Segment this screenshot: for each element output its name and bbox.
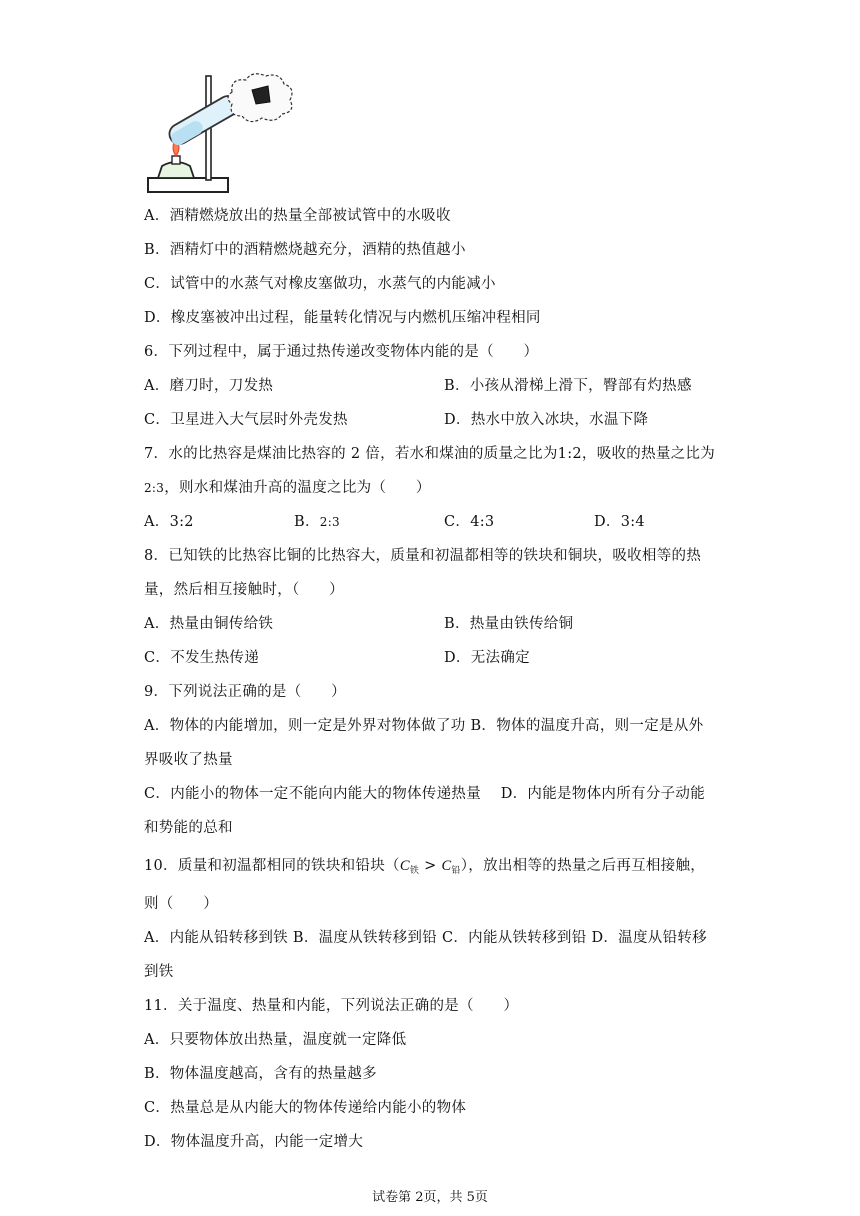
q8-option-c: C．不发生热传递 [144,650,259,666]
q6-option-b: B．小孩从滑梯上滑下，臀部有灼热感 [444,378,692,394]
q10-c-iron: C [399,858,410,874]
q10-sub-iron: 铁 [409,866,420,876]
q6-stem: 6．下列过程中，属于通过热传递改变物体内能的是（ ） [144,344,539,360]
q6-option-c: C．卫星进入大气层时外壳发热 [144,412,348,428]
q5-option-a: A．酒精燃烧放出的热量全部被试管中的水吸收 [144,208,451,224]
q5-option-b: B．酒精灯中的酒精燃烧越充分，酒精的热值越小 [144,242,466,258]
q11-stem: 11．关于温度、热量和内能，下列说法正确的是（ ） [144,998,519,1014]
experiment-figure [140,70,300,200]
q7-option-a: A．3:2 [144,514,194,530]
q11-option-a: A．只要物体放出热量，温度就一定降低 [144,1032,407,1048]
q9-options-line4: 和势能的总和 [144,820,233,836]
q8-stem-line1: 8．已知铁的比热容比铜的比热容大，质量和初温都相等的铁块和铜块，吸收相等的热 [144,548,702,564]
q7-option-c: C．4:3 [444,514,495,530]
q8-option-d: D．无法确定 [444,650,530,666]
q10-options-line2: 到铁 [144,964,174,980]
q7-option-b-label: B． [294,514,320,530]
q10-c-lead: C [441,858,452,874]
q9-options-line1: A．物体的内能增加，则一定是外界对物体做了功 B．物体的温度升高，则一定是从外 [144,718,704,734]
q6-option-d: D．热水中放入冰块，水温下降 [444,412,649,428]
q7-option-d: D．3:4 [594,514,645,530]
q10-sub-lead: 铅 [451,866,461,876]
q9-options-line3: C．内能小的物体一定不能向内能大的物体传递热量 D．内能是物体内所有分子动能 [144,786,706,802]
page-footer: 试卷第 2页，共 5页 [372,1190,488,1205]
q9-stem: 9．下列说法正确的是（ ） [144,684,346,700]
q11-option-c: C．热量总是从内能大的物体传递给内能小的物体 [144,1100,467,1116]
q9-options-line2: 界吸收了热量 [144,752,233,768]
q7-option-b [294,512,340,532]
q7-stem-line1: 7．水的比热容是煤油比热容的 2 倍，若水和煤油的质量之比为1:2，吸收的热量之比为 [144,446,716,462]
q8-option-a: A．热量由铜传给铁 [144,616,274,632]
q10-stem-b: ），放出相等的热量之后再互相接触， [460,858,706,874]
q10-stem-line2: 则（ ） [144,896,218,912]
q10-options-line1: A．内能从铅转移到铁 B．温度从铁转移到铅 C．内能从铁转移到铅 D．温度从铅转移 [144,930,707,946]
q6-option-a: A．磨刀时，刀发热 [144,378,274,394]
q11-option-d: D．物体温度升高，内能一定增大 [144,1134,364,1150]
q7-option-b-value: 2:3 [319,515,340,529]
q10-stem-line1 [144,856,705,881]
q10-gt: > [419,858,442,874]
q5-option-c: C．试管中的水蒸气对橡皮塞做功，水蒸气的内能减小 [144,276,496,292]
q7-stem-line2 [144,478,431,498]
q11-option-b: B．物体温度越高，含有的热量越多 [144,1066,377,1082]
q7-ratio: 2:3 [144,481,165,495]
q10-stem-a: 10．质量和初温都相同的铁块和铅块（ [144,858,400,874]
q5-option-d: D．橡皮塞被冲出过程，能量转化情况与内燃机压缩冲程相同 [144,310,541,326]
q8-stem-line2: 量，然后相互接触时，（ ） [144,582,344,598]
q7-stem-rest: ，则水和煤油升高的温度之比为（ ） [164,480,431,496]
q8-option-b: B．热量由铁传给铜 [444,616,574,632]
